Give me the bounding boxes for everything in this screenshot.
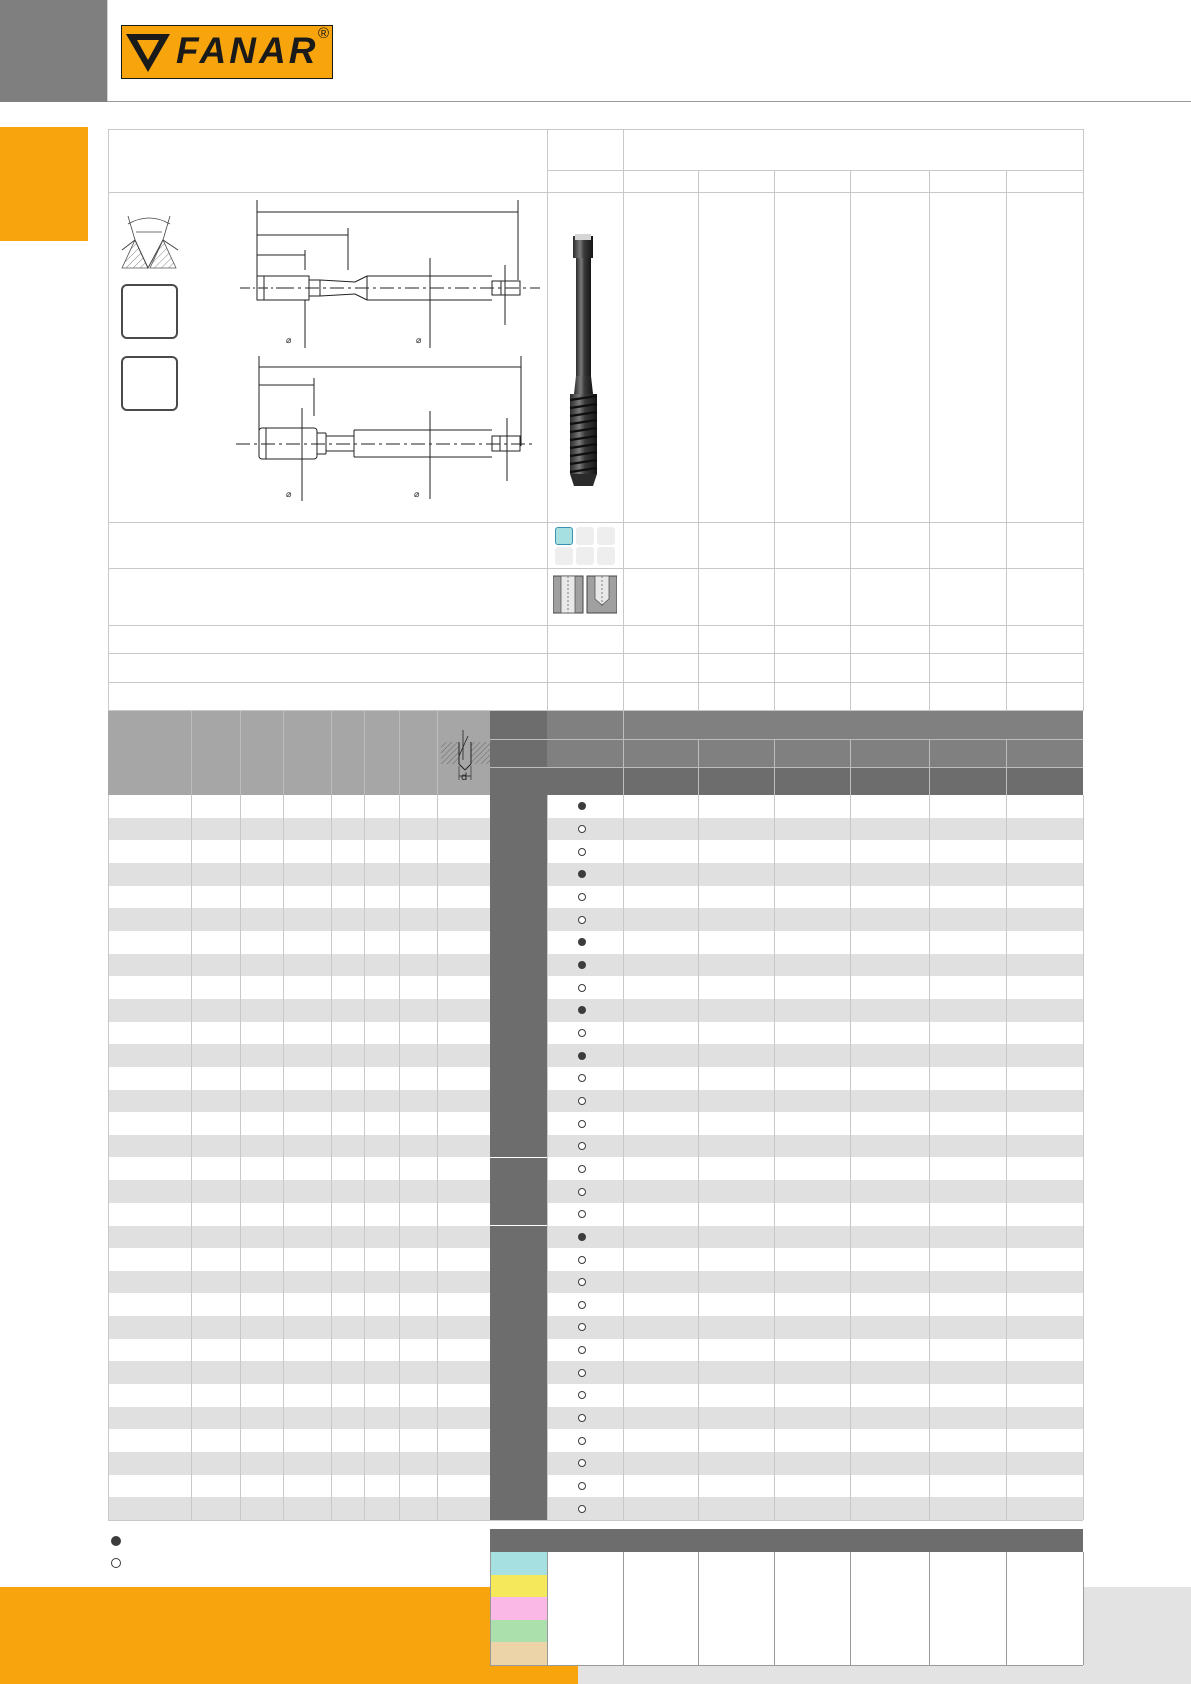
table-row [108,1112,1083,1135]
application-marker [578,984,586,992]
row-dark-cell [490,1475,547,1498]
table-row [108,1384,1083,1407]
diameter-symbol-d4: ⌀ [414,490,420,500]
material-row [547,1552,1083,1575]
table-header-dark-col [490,711,547,795]
material-row [547,1597,1083,1620]
application-marker [578,893,586,901]
coating-box [121,356,178,411]
row-dark-cell [490,1022,547,1045]
row-dark-cell [490,1429,547,1452]
table-row [108,1316,1083,1339]
table-row [108,1203,1083,1226]
table-row [108,1452,1083,1475]
table-row [108,1135,1083,1158]
application-marker [578,1029,586,1037]
material-group-square [597,527,615,545]
row-dark-cell [490,1293,547,1316]
application-marker [578,1052,586,1060]
hole-type-icons [553,575,617,615]
diameter-symbol-d3: ⌀ [286,490,292,500]
table-row [108,1339,1083,1362]
tolerance-class-box [121,284,178,339]
table-row [108,1226,1083,1249]
logo-wordmark: FANAR [176,30,319,71]
table-row [108,1044,1083,1067]
table-row [108,1293,1083,1316]
row-dark-cell [490,1226,547,1249]
header-rule [107,101,1191,102]
diameter-symbol-d2: ⌀ [416,336,422,346]
material-row [547,1620,1083,1643]
table-row [108,1429,1083,1452]
table-row [108,1361,1083,1384]
table-row [108,863,1083,886]
row-dark-cell [490,1044,547,1067]
application-marker [578,1256,586,1264]
row-dark-cell [490,818,547,841]
table-row [108,1248,1083,1271]
application-marker [578,1233,586,1241]
material-group-swatch [490,1552,547,1575]
application-marker [578,1437,586,1445]
table-row [108,1180,1083,1203]
hole-depth-label: d [461,772,468,782]
table-row [108,795,1083,818]
application-marker [578,1120,586,1128]
table-row [108,1158,1083,1181]
table-row [108,818,1083,841]
table-header-mid-band [547,739,1083,767]
table-header-top-band [547,711,1083,739]
row-dark-cell [490,1361,547,1384]
row-dark-cell [490,886,547,909]
material-group-swatch [490,1597,547,1620]
application-marker [578,961,586,969]
application-marker [578,916,586,924]
table-row [108,1090,1083,1113]
table-row [108,1475,1083,1498]
legend-full-dot-icon [111,1536,121,1546]
row-dark-cell [490,1452,547,1475]
material-group-selected [555,527,573,545]
application-marker [578,1188,586,1196]
diameter-symbol-d1: ⌀ [286,336,292,346]
row-dark-cell [490,1339,547,1362]
fanar-logo [121,25,333,79]
row-dark-cell [490,1248,547,1271]
table-row [108,976,1083,999]
row-dark-cell [490,976,547,999]
thread-profile-60deg-icon [120,210,182,272]
row-dark-cell [490,1158,547,1181]
row-dark-cell [490,1316,547,1339]
row-dark-cell [490,1112,547,1135]
row-dark-cell [490,1067,547,1090]
row-dark-cell [490,840,547,863]
application-marker [578,825,586,833]
material-group-swatch [490,1620,547,1643]
table-row [108,1022,1083,1045]
row-dark-cell [490,1090,547,1113]
registered-mark: ® [317,25,329,42]
material-table-header [490,1529,1083,1552]
row-dark-cell [490,1407,547,1430]
logo-v-mark-icon [122,26,174,76]
table-row [108,840,1083,863]
material-group-swatch [490,1575,547,1598]
material-row [547,1642,1083,1665]
row-dark-cell [490,908,547,931]
table-row [108,886,1083,909]
table-row [108,1407,1083,1430]
row-dark-cell [490,1180,547,1203]
material-group-square [597,547,615,565]
table-row [108,1497,1083,1520]
material-group-square [576,527,594,545]
material-group-square [555,547,573,565]
application-marker [578,1165,586,1173]
row-dark-cell [490,1203,547,1226]
application-marker [578,1097,586,1105]
application-marker [578,1505,586,1513]
header-gray-block [0,0,107,102]
material-group-square [576,547,594,565]
material-row [547,1575,1083,1598]
tap-drawing-form-2 [236,356,536,506]
table-row [108,954,1083,977]
application-marker [578,1369,586,1377]
row-dark-cell [490,931,547,954]
table-row [108,931,1083,954]
table-row [108,1067,1083,1090]
application-marker [578,1482,586,1490]
row-dark-cell [490,1384,547,1407]
chapter-tab [0,127,88,241]
application-marker [578,1414,586,1422]
material-group-swatch [490,1642,547,1665]
table-row [108,999,1083,1022]
tap-drawing-form-1 [240,200,540,350]
tap-product-photo [566,234,602,488]
row-dark-cell [490,1271,547,1294]
drill-hole-depth-icon [441,730,491,782]
table-row [108,1271,1083,1294]
row-dark-cell [490,795,547,818]
row-dark-cell [490,1497,547,1520]
row-dark-cell [490,954,547,977]
row-dark-cell [490,1135,547,1158]
table-header-bottom-band [547,767,1083,795]
legend-empty-dot-icon [111,1558,121,1568]
table-header-left [108,711,490,795]
table-row [108,908,1083,931]
application-marker [578,848,586,856]
header-divider [107,0,108,102]
row-dark-cell [490,999,547,1022]
row-dark-cell [490,863,547,886]
application-marker [578,1301,586,1309]
